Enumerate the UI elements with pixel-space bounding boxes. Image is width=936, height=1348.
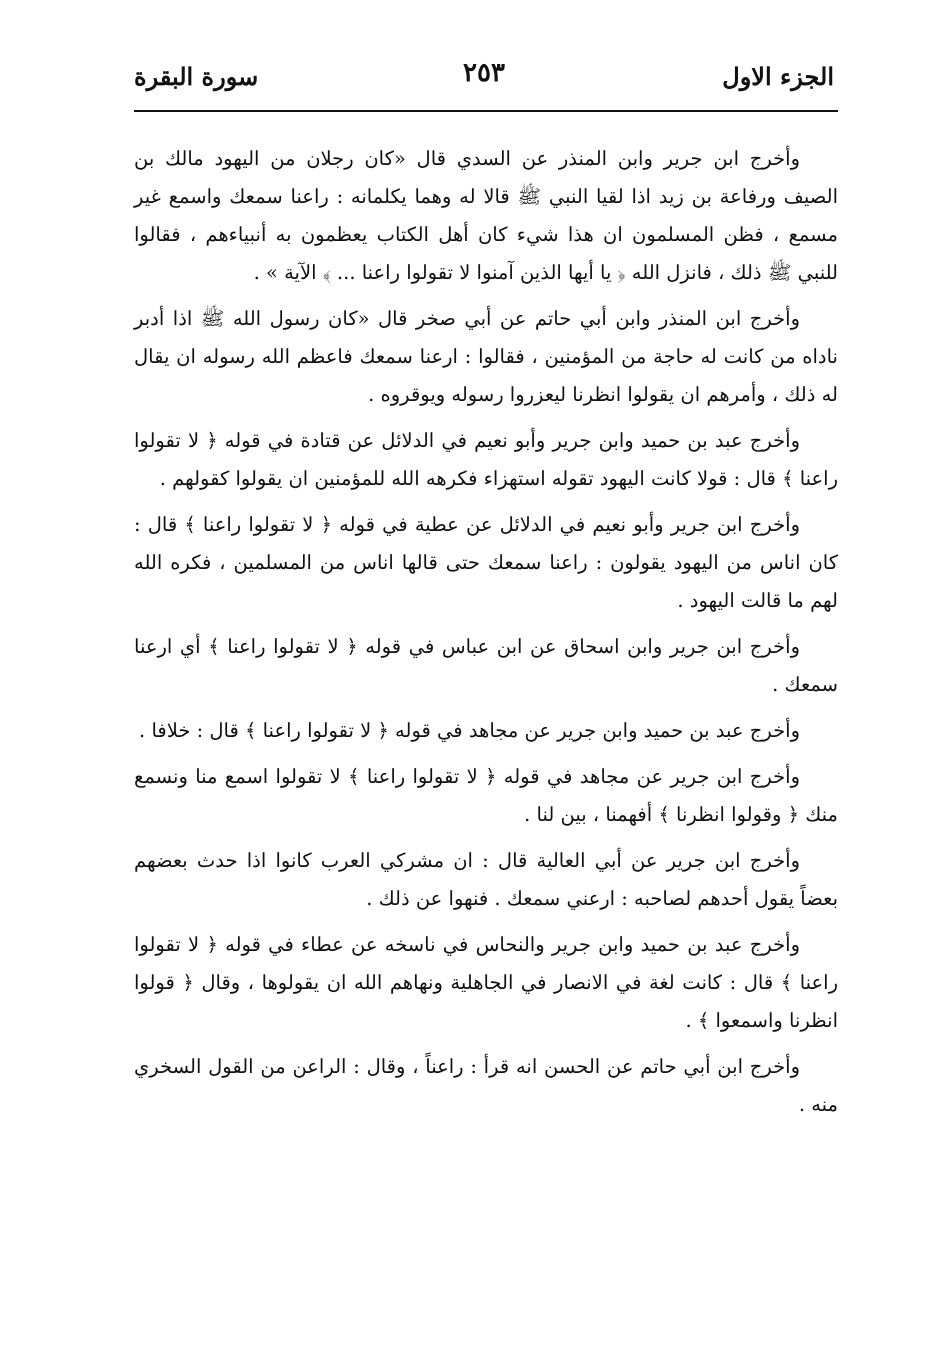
paragraph: وأخرج عبد بن حميد وابن جرير والنحاس في ناسخه عن عطاء في قوله ﴿ لا تقولوا راعنا ﴾ قال : كانت لغة في الانصار في الجاهلية ونهاهم الله ان يقولوها ، وقال ﴿ قولوا انظرنا واسمعوا ﴾ . — [134, 933, 838, 1032]
paragraph: وأخرج ابن المنذر وابن أبي حاتم عن أبي صخر قال «كان رسول الله ﷺ اذا أدبر ناداه من كانت له حاجة من المؤمنين ، فقالوا : ارعنا سمعك فاعظم الله رسوله ان يقال له ذلك ، وأمرهم ان يقولوا انظرنا ليعزروا رسوله ويوقروه . — [134, 307, 838, 406]
header-divider — [134, 110, 838, 112]
paragraph: وأخرج ابن جرير عن مجاهد في قوله ﴿ لا تقولوا راعنا ﴾ لا تقولوا اسمع منا ونسمع منك ﴿ وقولوا انظرنا ﴾ أفهمنا ، بين لنا . — [134, 765, 838, 826]
paragraph: وأخرج ابن جرير وابن اسحاق عن ابن عباس في قوله ﴿ لا تقولوا راعنا ﴾ أي ارعنا سمعك . — [134, 635, 838, 696]
paragraph: وأخرج ابن جرير عن أبي العالية قال : ان مشركي العرب كانوا اذا حدث بعضهم بعضاً يقول أحدهم لصاحبه : ارعني سمعك . فنهوا عن ذلك . — [134, 849, 838, 910]
paragraph: وأخرج ابن جرير وابن المنذر عن السدي قال «كان رجلان من اليهود مالك بن الصيف ورفاعة بن زيد اذا لقيا النبي ﷺ قالا له وهما يكلمانه : راعنا سمعك واسمع غير مسمع ، فظن المسلمون ان هذا شيء كان أهل الكتاب يعظمون به أنبياءهم ، فقالوا للنبي ﷺ ذلك ، فانزل الله ﴿ يا أيها الذين آمنوا لا تقولوا راعنا ... ﴾ الآية » . — [134, 147, 838, 284]
page-number: ٢٥٣ — [463, 58, 505, 88]
part-title: الجزء الاول — [722, 62, 834, 91]
paragraph: وأخرج عبد بن حميد وابن جرير وأبو نعيم في الدلائل عن قتادة في قوله ﴿ لا تقولوا راعنا ﴾ قال : قولا كانت اليهود تقوله استهزاء فكرهه الله للمؤمنين ان يقولوا كقولهم . — [134, 429, 838, 490]
paragraph: وأخرج ابن جرير وأبو نعيم في الدلائل عن عطية في قوله ﴿ لا تقولوا راعنا ﴾ قال : كان اناس من اليهود يقولون : راعنا سمعك حتى قالها اناس من المسلمين ، فكره الله لهم ما قالت اليهود . — [134, 513, 838, 612]
surah-title: سورة البقرة — [134, 62, 259, 91]
paragraph: وأخرج عبد بن حميد وابن جرير عن مجاهد في قوله ﴿ لا تقولوا راعنا ﴾ قال : خلافا . — [139, 719, 800, 742]
page-header — [134, 56, 834, 106]
page-body — [134, 140, 838, 1132]
paragraph: وأخرج ابن أبي حاتم عن الحسن انه قرأ : راعناً ، وقال : الراعن من القول السخري منه . — [134, 1055, 838, 1116]
